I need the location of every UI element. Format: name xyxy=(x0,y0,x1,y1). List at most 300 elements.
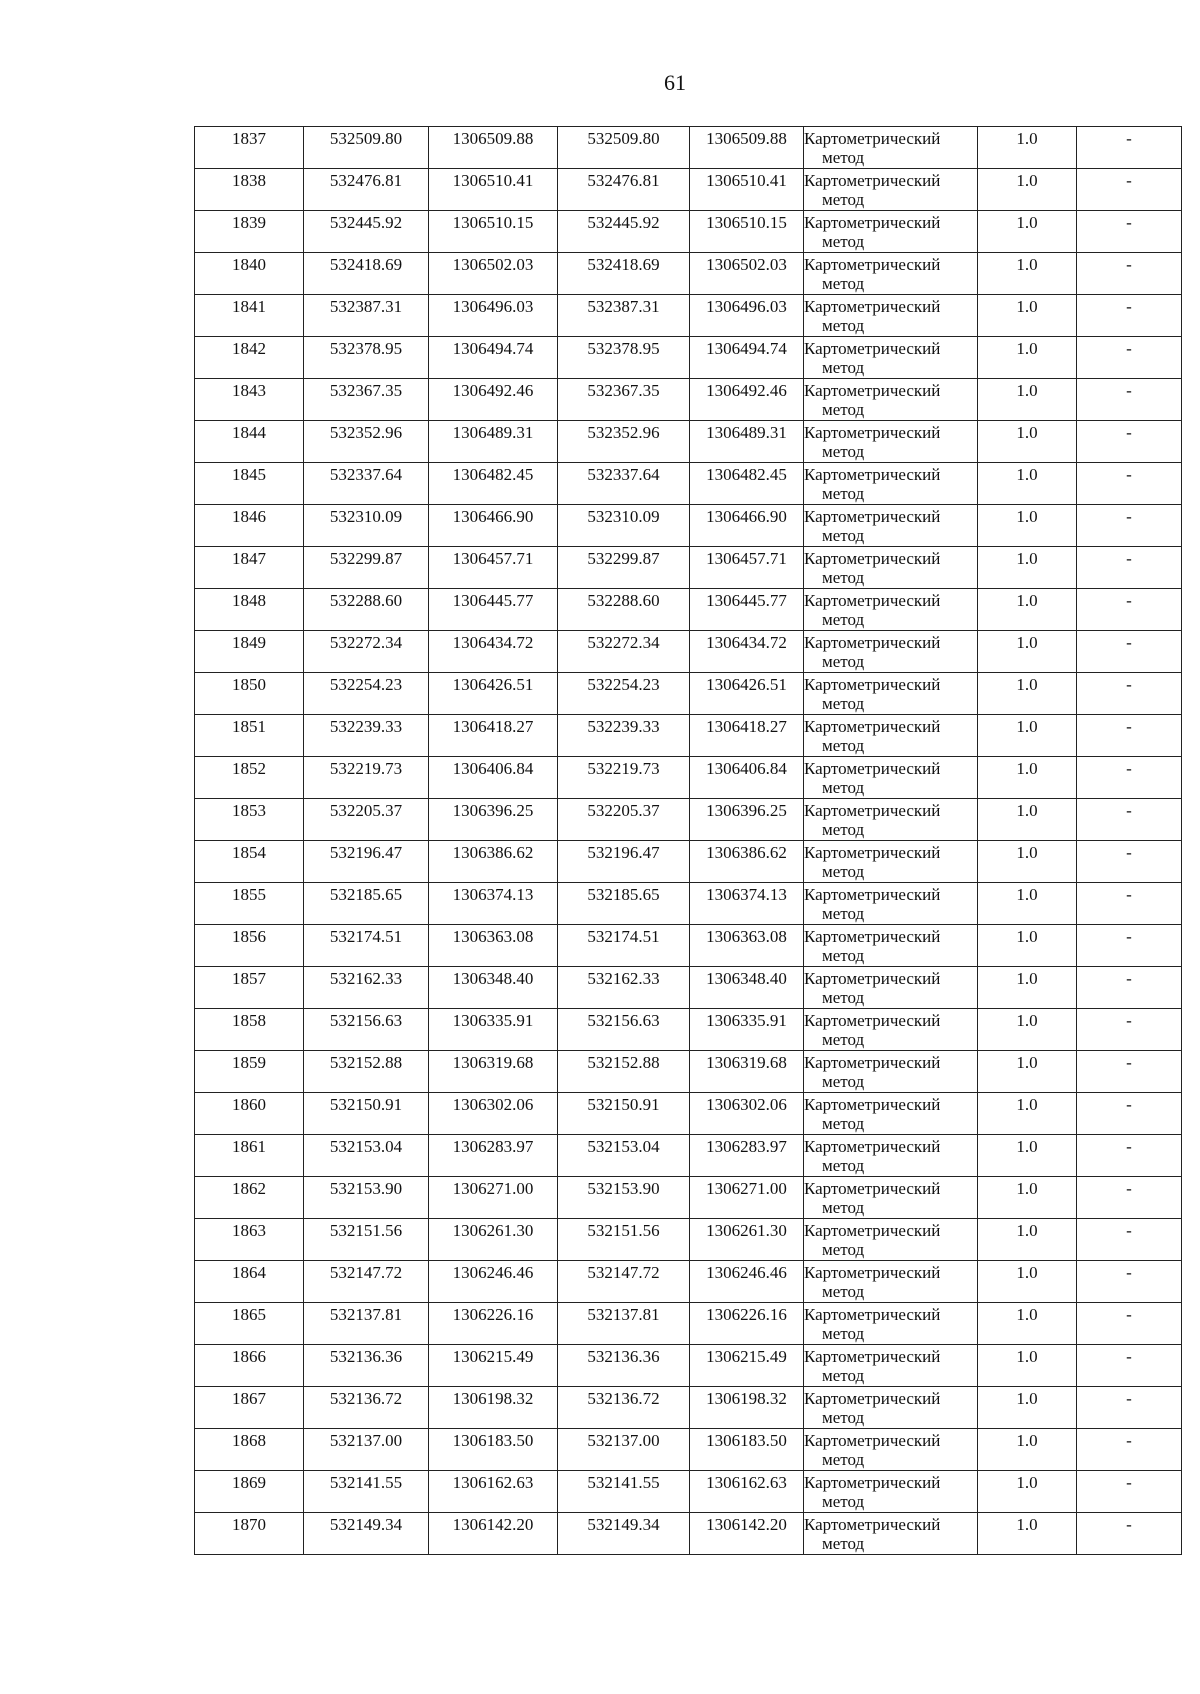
accuracy-cell: 1.0 xyxy=(978,1303,1077,1345)
accuracy-cell: 1.0 xyxy=(978,883,1077,925)
x-refined-cell: 532367.35 xyxy=(558,379,690,421)
method-cell xyxy=(804,883,978,925)
method-label: Картометрический xyxy=(804,1515,941,1534)
accuracy-cell: 1.0 xyxy=(978,1345,1077,1387)
y-refined-cell: 1306466.90 xyxy=(690,505,804,547)
x-existing-cell: 532445.92 xyxy=(304,211,429,253)
method-label: Картометрический xyxy=(804,633,941,652)
extra-cell: - xyxy=(1077,253,1182,295)
point-number-cell: 1855 xyxy=(195,883,304,925)
method-label: Картометрический xyxy=(804,255,941,274)
extra-cell: - xyxy=(1077,1051,1182,1093)
x-refined-cell: 532185.65 xyxy=(558,883,690,925)
y-refined-cell: 1306396.25 xyxy=(690,799,804,841)
table-row xyxy=(195,799,1182,841)
method-label: Картометрический xyxy=(804,801,941,820)
point-number-cell: 1865 xyxy=(195,1303,304,1345)
accuracy-cell: 1.0 xyxy=(978,841,1077,883)
table-row xyxy=(195,1303,1182,1345)
point-number-cell: 1861 xyxy=(195,1135,304,1177)
method-cell xyxy=(804,1345,978,1387)
y-existing-cell: 1306198.32 xyxy=(429,1387,558,1429)
x-refined-cell: 532147.72 xyxy=(558,1261,690,1303)
y-existing-cell: 1306283.97 xyxy=(429,1135,558,1177)
method-label-continued: метод xyxy=(822,1282,865,1301)
extra-cell: - xyxy=(1077,1261,1182,1303)
x-refined-cell: 532174.51 xyxy=(558,925,690,967)
x-existing-cell: 532288.60 xyxy=(304,589,429,631)
method-label: Картометрический xyxy=(804,1053,941,1072)
accuracy-cell: 1.0 xyxy=(978,547,1077,589)
method-label-continued: метод xyxy=(822,694,865,713)
method-cell xyxy=(804,1261,978,1303)
y-existing-cell: 1306418.27 xyxy=(429,715,558,757)
extra-cell: - xyxy=(1077,127,1182,169)
table-row xyxy=(195,547,1182,589)
point-number-cell: 1853 xyxy=(195,799,304,841)
x-existing-cell: 532185.65 xyxy=(304,883,429,925)
method-cell xyxy=(804,715,978,757)
table-row xyxy=(195,1009,1182,1051)
extra-cell: - xyxy=(1077,1219,1182,1261)
method-label-continued: метод xyxy=(822,148,865,167)
point-number-cell: 1838 xyxy=(195,169,304,211)
y-refined-cell: 1306434.72 xyxy=(690,631,804,673)
table-row xyxy=(195,757,1182,799)
y-existing-cell: 1306496.03 xyxy=(429,295,558,337)
y-refined-cell: 1306142.20 xyxy=(690,1513,804,1555)
method-cell xyxy=(804,127,978,169)
x-existing-cell: 532509.80 xyxy=(304,127,429,169)
extra-cell: - xyxy=(1077,799,1182,841)
x-existing-cell: 532378.95 xyxy=(304,337,429,379)
coordinates-table xyxy=(194,126,1182,1555)
accuracy-cell: 1.0 xyxy=(978,589,1077,631)
point-number-cell: 1840 xyxy=(195,253,304,295)
x-existing-cell: 532149.34 xyxy=(304,1513,429,1555)
point-number-cell: 1851 xyxy=(195,715,304,757)
y-existing-cell: 1306374.13 xyxy=(429,883,558,925)
method-label-continued: метод xyxy=(822,1408,865,1427)
method-cell xyxy=(804,1093,978,1135)
method-label: Картометрический xyxy=(804,843,941,862)
accuracy-cell: 1.0 xyxy=(978,463,1077,505)
table-row xyxy=(195,211,1182,253)
method-cell xyxy=(804,1009,978,1051)
x-refined-cell: 532205.37 xyxy=(558,799,690,841)
extra-cell: - xyxy=(1077,547,1182,589)
extra-cell: - xyxy=(1077,211,1182,253)
method-label-continued: метод xyxy=(822,316,865,335)
x-existing-cell: 532299.87 xyxy=(304,547,429,589)
method-label-continued: метод xyxy=(822,526,865,545)
point-number-cell: 1841 xyxy=(195,295,304,337)
method-cell xyxy=(804,1051,978,1093)
y-refined-cell: 1306445.77 xyxy=(690,589,804,631)
table-row xyxy=(195,589,1182,631)
method-label: Картометрический xyxy=(804,1263,941,1282)
method-label: Картометрический xyxy=(804,759,941,778)
accuracy-cell: 1.0 xyxy=(978,1093,1077,1135)
method-label-continued: метод xyxy=(822,484,865,503)
method-cell xyxy=(804,1513,978,1555)
y-refined-cell: 1306426.51 xyxy=(690,673,804,715)
table-row xyxy=(195,1219,1182,1261)
method-label-continued: метод xyxy=(822,1240,865,1259)
extra-cell: - xyxy=(1077,757,1182,799)
accuracy-cell: 1.0 xyxy=(978,1219,1077,1261)
accuracy-cell: 1.0 xyxy=(978,1387,1077,1429)
accuracy-cell: 1.0 xyxy=(978,925,1077,967)
y-existing-cell: 1306261.30 xyxy=(429,1219,558,1261)
method-label: Картометрический xyxy=(804,381,941,400)
y-existing-cell: 1306492.46 xyxy=(429,379,558,421)
point-number-cell: 1845 xyxy=(195,463,304,505)
point-number-cell: 1842 xyxy=(195,337,304,379)
method-cell xyxy=(804,1429,978,1471)
y-refined-cell: 1306271.00 xyxy=(690,1177,804,1219)
x-refined-cell: 532445.92 xyxy=(558,211,690,253)
y-existing-cell: 1306502.03 xyxy=(429,253,558,295)
table-row xyxy=(195,463,1182,505)
y-existing-cell: 1306142.20 xyxy=(429,1513,558,1555)
table-row xyxy=(195,295,1182,337)
method-label: Картометрический xyxy=(804,507,941,526)
x-refined-cell: 532153.04 xyxy=(558,1135,690,1177)
method-label-continued: метод xyxy=(822,232,865,251)
x-existing-cell: 532337.64 xyxy=(304,463,429,505)
point-number-cell: 1852 xyxy=(195,757,304,799)
x-existing-cell: 532310.09 xyxy=(304,505,429,547)
y-refined-cell: 1306510.41 xyxy=(690,169,804,211)
x-existing-cell: 532137.81 xyxy=(304,1303,429,1345)
x-existing-cell: 532150.91 xyxy=(304,1093,429,1135)
point-number-cell: 1848 xyxy=(195,589,304,631)
point-number-cell: 1839 xyxy=(195,211,304,253)
x-existing-cell: 532156.63 xyxy=(304,1009,429,1051)
y-existing-cell: 1306510.15 xyxy=(429,211,558,253)
method-cell xyxy=(804,799,978,841)
method-label-continued: метод xyxy=(822,778,865,797)
method-label: Картометрический xyxy=(804,465,941,484)
method-label: Картометрический xyxy=(804,717,941,736)
x-refined-cell: 532387.31 xyxy=(558,295,690,337)
method-label-continued: метод xyxy=(822,1072,865,1091)
x-refined-cell: 532141.55 xyxy=(558,1471,690,1513)
x-refined-cell: 532418.69 xyxy=(558,253,690,295)
method-label-continued: метод xyxy=(822,1492,865,1511)
method-label-continued: метод xyxy=(822,442,865,461)
method-cell xyxy=(804,253,978,295)
point-number-cell: 1870 xyxy=(195,1513,304,1555)
extra-cell: - xyxy=(1077,295,1182,337)
accuracy-cell: 1.0 xyxy=(978,169,1077,211)
table-row xyxy=(195,1345,1182,1387)
y-refined-cell: 1306335.91 xyxy=(690,1009,804,1051)
extra-cell: - xyxy=(1077,589,1182,631)
method-cell xyxy=(804,505,978,547)
x-refined-cell: 532299.87 xyxy=(558,547,690,589)
y-refined-cell: 1306386.62 xyxy=(690,841,804,883)
table-row xyxy=(195,421,1182,463)
point-number-cell: 1869 xyxy=(195,1471,304,1513)
y-refined-cell: 1306261.30 xyxy=(690,1219,804,1261)
method-cell xyxy=(804,337,978,379)
y-refined-cell: 1306509.88 xyxy=(690,127,804,169)
x-refined-cell: 532149.34 xyxy=(558,1513,690,1555)
accuracy-cell: 1.0 xyxy=(978,631,1077,673)
point-number-cell: 1837 xyxy=(195,127,304,169)
method-label: Картометрический xyxy=(804,927,941,946)
accuracy-cell: 1.0 xyxy=(978,1051,1077,1093)
x-existing-cell: 532174.51 xyxy=(304,925,429,967)
y-refined-cell: 1306510.15 xyxy=(690,211,804,253)
accuracy-cell: 1.0 xyxy=(978,757,1077,799)
y-existing-cell: 1306445.77 xyxy=(429,589,558,631)
extra-cell: - xyxy=(1077,1093,1182,1135)
y-existing-cell: 1306509.88 xyxy=(429,127,558,169)
y-refined-cell: 1306302.06 xyxy=(690,1093,804,1135)
method-cell xyxy=(804,1471,978,1513)
accuracy-cell: 1.0 xyxy=(978,673,1077,715)
method-label-continued: метод xyxy=(822,904,865,923)
table-body xyxy=(195,127,1182,1555)
method-cell xyxy=(804,925,978,967)
method-cell xyxy=(804,547,978,589)
point-number-cell: 1849 xyxy=(195,631,304,673)
y-existing-cell: 1306434.72 xyxy=(429,631,558,673)
x-refined-cell: 532272.34 xyxy=(558,631,690,673)
method-label-continued: метод xyxy=(822,190,865,209)
extra-cell: - xyxy=(1077,631,1182,673)
y-existing-cell: 1306348.40 xyxy=(429,967,558,1009)
y-refined-cell: 1306198.32 xyxy=(690,1387,804,1429)
accuracy-cell: 1.0 xyxy=(978,715,1077,757)
y-existing-cell: 1306489.31 xyxy=(429,421,558,463)
extra-cell: - xyxy=(1077,169,1182,211)
method-label: Картометрический xyxy=(804,339,941,358)
accuracy-cell: 1.0 xyxy=(978,421,1077,463)
x-existing-cell: 532418.69 xyxy=(304,253,429,295)
method-cell xyxy=(804,169,978,211)
point-number-cell: 1843 xyxy=(195,379,304,421)
method-label-continued: метод xyxy=(822,358,865,377)
table-row xyxy=(195,715,1182,757)
y-existing-cell: 1306406.84 xyxy=(429,757,558,799)
method-label: Картометрический xyxy=(804,1137,941,1156)
x-existing-cell: 532387.31 xyxy=(304,295,429,337)
method-label-continued: метод xyxy=(822,1534,865,1553)
method-cell xyxy=(804,589,978,631)
x-refined-cell: 532476.81 xyxy=(558,169,690,211)
method-label: Картометрический xyxy=(804,129,941,148)
x-refined-cell: 532156.63 xyxy=(558,1009,690,1051)
table-row xyxy=(195,1387,1182,1429)
table-row xyxy=(195,1261,1182,1303)
method-label: Картометрический xyxy=(804,1221,941,1240)
y-refined-cell: 1306418.27 xyxy=(690,715,804,757)
y-existing-cell: 1306426.51 xyxy=(429,673,558,715)
accuracy-cell: 1.0 xyxy=(978,1177,1077,1219)
x-existing-cell: 532219.73 xyxy=(304,757,429,799)
accuracy-cell: 1.0 xyxy=(978,211,1077,253)
point-number-cell: 1844 xyxy=(195,421,304,463)
y-existing-cell: 1306335.91 xyxy=(429,1009,558,1051)
x-refined-cell: 532254.23 xyxy=(558,673,690,715)
accuracy-cell: 1.0 xyxy=(978,1261,1077,1303)
method-cell xyxy=(804,379,978,421)
table-row xyxy=(195,841,1182,883)
y-existing-cell: 1306494.74 xyxy=(429,337,558,379)
accuracy-cell: 1.0 xyxy=(978,799,1077,841)
x-refined-cell: 532137.81 xyxy=(558,1303,690,1345)
y-refined-cell: 1306246.46 xyxy=(690,1261,804,1303)
accuracy-cell: 1.0 xyxy=(978,505,1077,547)
accuracy-cell: 1.0 xyxy=(978,1009,1077,1051)
x-refined-cell: 532153.90 xyxy=(558,1177,690,1219)
table-row xyxy=(195,379,1182,421)
y-refined-cell: 1306183.50 xyxy=(690,1429,804,1471)
method-cell xyxy=(804,673,978,715)
extra-cell: - xyxy=(1077,505,1182,547)
method-label-continued: метод xyxy=(822,946,865,965)
accuracy-cell: 1.0 xyxy=(978,295,1077,337)
y-refined-cell: 1306482.45 xyxy=(690,463,804,505)
x-refined-cell: 532288.60 xyxy=(558,589,690,631)
y-refined-cell: 1306406.84 xyxy=(690,757,804,799)
accuracy-cell: 1.0 xyxy=(978,1135,1077,1177)
x-refined-cell: 532239.33 xyxy=(558,715,690,757)
y-existing-cell: 1306183.50 xyxy=(429,1429,558,1471)
x-existing-cell: 532196.47 xyxy=(304,841,429,883)
extra-cell: - xyxy=(1077,463,1182,505)
method-label-continued: метод xyxy=(822,1114,865,1133)
y-existing-cell: 1306482.45 xyxy=(429,463,558,505)
y-existing-cell: 1306246.46 xyxy=(429,1261,558,1303)
method-cell xyxy=(804,1177,978,1219)
point-number-cell: 1856 xyxy=(195,925,304,967)
x-existing-cell: 532367.35 xyxy=(304,379,429,421)
x-refined-cell: 532310.09 xyxy=(558,505,690,547)
method-label-continued: метод xyxy=(822,610,865,629)
method-label: Картометрический xyxy=(804,1095,941,1114)
method-label: Картометрический xyxy=(804,213,941,232)
method-label: Картометрический xyxy=(804,1389,941,1408)
method-label-continued: метод xyxy=(822,736,865,755)
extra-cell: - xyxy=(1077,421,1182,463)
x-refined-cell: 532136.72 xyxy=(558,1387,690,1429)
x-existing-cell: 532137.00 xyxy=(304,1429,429,1471)
point-number-cell: 1854 xyxy=(195,841,304,883)
x-refined-cell: 532152.88 xyxy=(558,1051,690,1093)
point-number-cell: 1867 xyxy=(195,1387,304,1429)
y-refined-cell: 1306496.03 xyxy=(690,295,804,337)
x-refined-cell: 532509.80 xyxy=(558,127,690,169)
extra-cell: - xyxy=(1077,841,1182,883)
y-existing-cell: 1306319.68 xyxy=(429,1051,558,1093)
extra-cell: - xyxy=(1077,1303,1182,1345)
x-refined-cell: 532137.00 xyxy=(558,1429,690,1471)
method-label: Картометрический xyxy=(804,885,941,904)
y-existing-cell: 1306215.49 xyxy=(429,1345,558,1387)
y-refined-cell: 1306489.31 xyxy=(690,421,804,463)
y-refined-cell: 1306502.03 xyxy=(690,253,804,295)
method-label-continued: метод xyxy=(822,1030,865,1049)
extra-cell: - xyxy=(1077,337,1182,379)
method-cell xyxy=(804,295,978,337)
method-label-continued: метод xyxy=(822,400,865,419)
accuracy-cell: 1.0 xyxy=(978,379,1077,421)
accuracy-cell: 1.0 xyxy=(978,337,1077,379)
point-number-cell: 1850 xyxy=(195,673,304,715)
accuracy-cell: 1.0 xyxy=(978,1471,1077,1513)
method-label: Картометрический xyxy=(804,1011,941,1030)
method-label: Картометрический xyxy=(804,549,941,568)
x-existing-cell: 532239.33 xyxy=(304,715,429,757)
table-row xyxy=(195,673,1182,715)
y-refined-cell: 1306319.68 xyxy=(690,1051,804,1093)
method-label-continued: метод xyxy=(822,568,865,587)
accuracy-cell: 1.0 xyxy=(978,967,1077,1009)
table-row xyxy=(195,967,1182,1009)
method-label-continued: метод xyxy=(822,862,865,881)
y-existing-cell: 1306510.41 xyxy=(429,169,558,211)
method-label-continued: метод xyxy=(822,820,865,839)
table-row xyxy=(195,1093,1182,1135)
point-number-cell: 1857 xyxy=(195,967,304,1009)
method-label: Картометрический xyxy=(804,1305,941,1324)
point-number-cell: 1862 xyxy=(195,1177,304,1219)
accuracy-cell: 1.0 xyxy=(978,127,1077,169)
table-row xyxy=(195,169,1182,211)
method-cell xyxy=(804,1303,978,1345)
point-number-cell: 1846 xyxy=(195,505,304,547)
table-row xyxy=(195,505,1182,547)
extra-cell: - xyxy=(1077,1513,1182,1555)
method-label: Картометрический xyxy=(804,171,941,190)
table-row xyxy=(195,1051,1182,1093)
method-label-continued: метод xyxy=(822,652,865,671)
y-refined-cell: 1306492.46 xyxy=(690,379,804,421)
table-row xyxy=(195,1429,1182,1471)
table-row xyxy=(195,1135,1182,1177)
table-row xyxy=(195,1177,1182,1219)
point-number-cell: 1868 xyxy=(195,1429,304,1471)
extra-cell: - xyxy=(1077,1387,1182,1429)
x-refined-cell: 532219.73 xyxy=(558,757,690,799)
extra-cell: - xyxy=(1077,1009,1182,1051)
method-cell xyxy=(804,421,978,463)
y-existing-cell: 1306457.71 xyxy=(429,547,558,589)
method-label: Картометрический xyxy=(804,1473,941,1492)
y-existing-cell: 1306466.90 xyxy=(429,505,558,547)
y-existing-cell: 1306302.06 xyxy=(429,1093,558,1135)
point-number-cell: 1866 xyxy=(195,1345,304,1387)
x-refined-cell: 532378.95 xyxy=(558,337,690,379)
extra-cell: - xyxy=(1077,1135,1182,1177)
x-refined-cell: 532150.91 xyxy=(558,1093,690,1135)
x-existing-cell: 532476.81 xyxy=(304,169,429,211)
x-existing-cell: 532153.90 xyxy=(304,1177,429,1219)
extra-cell: - xyxy=(1077,883,1182,925)
extra-cell: - xyxy=(1077,967,1182,1009)
y-refined-cell: 1306363.08 xyxy=(690,925,804,967)
x-existing-cell: 532254.23 xyxy=(304,673,429,715)
y-refined-cell: 1306162.63 xyxy=(690,1471,804,1513)
y-refined-cell: 1306374.13 xyxy=(690,883,804,925)
table-row xyxy=(195,1471,1182,1513)
method-label-continued: метод xyxy=(822,1198,865,1217)
